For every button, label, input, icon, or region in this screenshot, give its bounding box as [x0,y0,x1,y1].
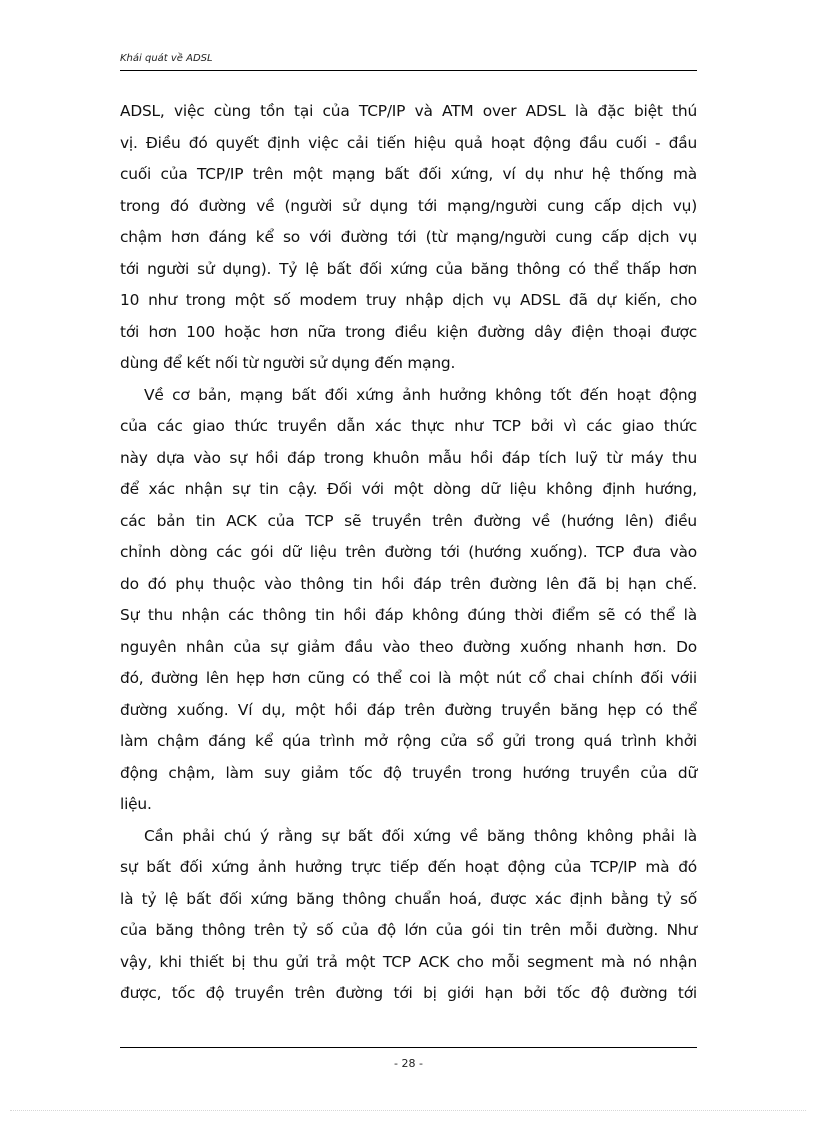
text-line: chỉnh dòng các gói dữ liệu trên đường tới (hướng xuống). TCP đưa vào [120,543,697,561]
text-line: vậy, khi thiết bị thu gửi trả một TCP ACK cho mỗi segment mà nó nhận [120,952,697,971]
text-line: sự bất đối xứng ảnh hưởng trực tiếp đến hoạt động của TCP/IP mà đó [120,858,697,876]
text-line: để xác nhận sự tin cậy. Đối với một dòng dữ liệu không định hướng, [120,480,697,498]
page-number: - 28 - [394,1057,423,1070]
text-line: vị. Điều đó quyết định việc cải tiến hiệu quả hoạt động đầu cuối - đầu [120,133,697,152]
text-line: này dựa vào sự hồi đáp trong khuôn mẫu hồi đáp tích luỹ từ máy thu [120,448,697,467]
text-line: của các giao thức truyền dẫn xác thực như TCP bởi vì các giao thức [120,417,697,435]
text-line: cuối của TCP/IP trên một mạng bất đối xứng, ví dụ như hệ thống mà [120,165,697,183]
text-line: đường xuống. Ví dụ, một hồi đáp trên đường truyền băng hẹp có thể [120,700,697,719]
paragraph-3 [120,821,697,1010]
text-line: được, tốc độ truyền trên đường tới bị giới hạn bởi tốc độ đường tới [120,984,697,1002]
text-line: nguyên nhân của sự giảm đầu vào theo đường xuống nhanh hơn. Do [120,637,697,656]
text-line: đó, đường lên hẹp hơn cũng có thể coi là một nút cổ chai chính đối vớii [120,669,697,687]
paragraph-2 [120,380,697,821]
text-line: trong đó đường về (người sử dụng tới mạng/người cung cấp dịch vụ) [120,196,697,215]
text-line: do đó phụ thuộc vào thông tin hồi đáp trên đường lên đã bị hạn chế. [120,574,697,593]
text-line: các bản tin ACK của TCP sẽ truyền trên đường về (hướng lên) điều [120,511,697,530]
text-line: Sự thu nhận các thông tin hồi đáp không đúng thời điểm sẽ có thể là [120,606,697,624]
text-line: liệu. [120,795,152,813]
text-line: của băng thông trên tỷ số của độ lớn của gói tin trên mỗi đường. Như [120,921,697,939]
text-line: làm chậm đáng kể qúa trình mở rộng cửa sổ gửi trong quá trình khởi [120,732,697,750]
page-edge-divider [10,1110,806,1111]
page-footer [120,1047,697,1070]
text-line: là tỷ lệ bất đối xứng băng thông chuẩn hoá, được xác định bằng tỷ số [120,889,697,908]
document-body [120,96,697,1010]
text-line: 10 như trong một số modem truy nhập dịch vụ ADSL đã dự kiến, cho [120,291,697,309]
paragraph-1 [120,96,697,380]
text-line: chậm hơn đáng kể so với đường tới (từ mạng/người cung cấp dịch vụ [120,228,697,246]
text-line: Về cơ bản, mạng bất đối xứng ảnh hưởng không tốt đến hoạt động [144,385,697,404]
text-line: tới người sử dụng). Tỷ lệ bất đối xứng của băng thông có thể thấp hơn [120,259,697,278]
text-line: tới hơn 100 hoặc hơn nữa trong điều kiện đường dây điện thoại được [120,322,697,341]
text-line: Cần phải chú ý rằng sự bất đối xứng về băng thông không phải là [144,826,697,845]
text-line: ADSL, việc cùng tồn tại của TCP/IP và ATM over ADSL là đặc biệt thú [120,102,697,120]
page-header [120,50,697,71]
text-line: động chậm, làm suy giảm tốc độ truyền trong hướng truyền của dữ [120,763,697,782]
header-title: Khái quát về ADSL [120,53,213,64]
text-line: dùng để kết nối từ người sử dụng đến mạng. [120,354,456,372]
